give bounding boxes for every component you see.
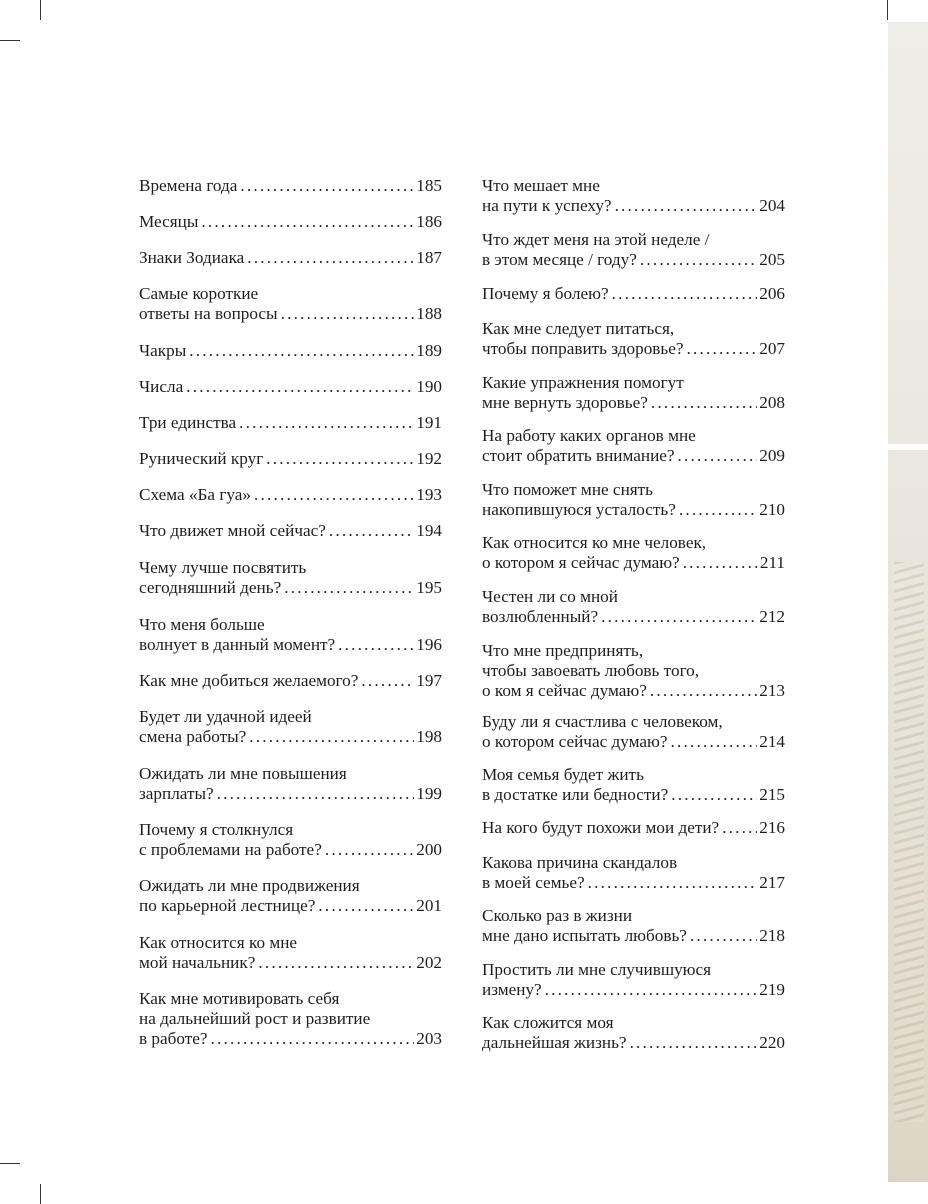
toc-entry[interactable] (139, 671, 442, 691)
toc-entry-title-line: зарплаты? (139, 784, 214, 803)
page-number: 201 (416, 896, 442, 915)
toc-entry-title-line: о ком я сейчас думаю? (482, 681, 647, 700)
toc-entry[interactable] (139, 764, 442, 804)
toc-entry-title-line: Что ждет меня на этой неделе / (482, 230, 710, 249)
toc-entry-title-line: Как относится ко мне человек, (482, 533, 707, 552)
toc-entry-title-line: Какова причина скандалов (482, 853, 678, 872)
toc-entry-title-line: в достатке или бедности? (482, 785, 669, 804)
toc-entry-title-line: Числа (139, 377, 184, 396)
page-gap (888, 444, 928, 450)
toc-entry[interactable] (139, 341, 442, 361)
page-number: 206 (759, 284, 785, 303)
toc-entry-title-line: Три единства (139, 413, 237, 432)
dot-leader (651, 393, 757, 413)
toc-entry-title-line: в этом месяце / году? (482, 250, 637, 269)
toc-entry-title-line: Знаки Зодиака (139, 248, 245, 267)
page-number: 217 (759, 873, 785, 892)
toc-entry-last-line (482, 446, 785, 466)
dot-leader (186, 377, 414, 397)
dot-leader (239, 413, 414, 433)
toc-entry-last-line (482, 250, 785, 270)
dot-leader (338, 635, 414, 655)
toc-entry[interactable] (482, 712, 785, 752)
page-number: 210 (759, 500, 785, 519)
toc-entry-last-line (139, 671, 442, 691)
page-number: 196 (416, 635, 442, 654)
toc-entry-last-line (139, 635, 442, 655)
dot-leader (361, 671, 414, 691)
toc-entry-last-line (139, 176, 442, 196)
toc-entry[interactable] (482, 1013, 785, 1053)
page-number: 197 (416, 671, 442, 690)
toc-entry-title-line: по карьерной лестнице? (139, 896, 316, 915)
toc-entry-title-line: Самые короткие (139, 284, 259, 303)
crop-mark (0, 1163, 20, 1164)
toc-entry-title-line: Будет ли удачной идеей (139, 707, 312, 726)
toc-entry[interactable] (482, 176, 785, 216)
page-number: 193 (416, 485, 442, 504)
crop-mark (40, 1184, 41, 1204)
toc-entry-last-line (139, 784, 442, 804)
toc-entry-title-line: Рунический круг (139, 449, 264, 468)
toc-entry-title-line: о котором сейчас думаю? (482, 732, 668, 751)
page-number: 199 (416, 784, 442, 803)
page-number: 208 (759, 393, 785, 412)
toc-entry-last-line (482, 785, 785, 805)
toc-entry[interactable] (139, 212, 442, 232)
toc-entry-title-line: в моей семье? (482, 873, 585, 892)
toc-entry-title-line: Как мне добиться желаемого? (139, 671, 359, 690)
page-number: 188 (416, 304, 442, 323)
dot-leader (601, 607, 757, 627)
toc-entry-title-line: Месяцы (139, 212, 199, 231)
toc-entry-title-line: Честен ли со мной (482, 587, 618, 606)
toc-entry-title-line: сегодняшний день? (139, 578, 282, 597)
toc-entry-last-line (139, 953, 442, 973)
toc-entry-title-line: дальнейшая жизнь? (482, 1033, 627, 1052)
toc-entry[interactable] (139, 820, 442, 860)
page-number: 191 (416, 413, 442, 432)
page-number: 211 (759, 553, 785, 572)
page-number: 194 (416, 521, 442, 540)
toc-entry-last-line (139, 449, 442, 469)
dot-leader (615, 196, 758, 216)
toc-entry-title-line: Что меня больше (139, 615, 265, 634)
dot-leader (683, 553, 758, 573)
toc-entry-title-line: Какие упражнения помогут (482, 373, 684, 392)
toc-entry-last-line (139, 341, 442, 361)
page-number: 205 (759, 250, 785, 269)
dot-leader (612, 284, 758, 304)
page-number: 190 (416, 377, 442, 396)
toc-entry-title-line: Ожидать ли мне повышения (139, 764, 347, 783)
page-number: 214 (759, 732, 785, 751)
toc-entry-title-line: Как относится ко мне (139, 933, 298, 952)
toc-entry-last-line (482, 980, 785, 1000)
next-page-edge-image (888, 22, 928, 1182)
page-number: 215 (759, 785, 785, 804)
page-number: 204 (759, 196, 785, 215)
toc-entry-last-line (139, 413, 442, 433)
toc-entry-last-line (139, 1029, 442, 1049)
toc-entry-title-line: Как сложится моя (482, 1013, 614, 1032)
dot-leader (545, 980, 758, 1000)
toc-entry[interactable] (482, 587, 785, 627)
dot-leader (722, 818, 757, 838)
toc-entry-title-line: чтобы завоевать любовь того, (482, 661, 700, 680)
page-number: 187 (416, 248, 442, 267)
toc-entry-title-line: о котором я сейчас думаю? (482, 553, 680, 572)
dot-leader (217, 784, 415, 804)
toc-entry-title-line: Что мешает мне (482, 176, 600, 195)
dot-leader (281, 304, 415, 324)
toc-entry-title-line: На работу каких органов мне (482, 426, 696, 445)
dot-leader (671, 785, 757, 805)
toc-entry-last-line (482, 393, 785, 413)
toc-entry[interactable] (482, 818, 785, 838)
dot-leader (266, 449, 414, 469)
dot-leader (249, 727, 414, 747)
toc-entry[interactable] (139, 707, 442, 747)
toc-entry[interactable] (139, 485, 442, 505)
toc-entry-title-line: ответы на вопросы (139, 304, 278, 323)
toc-entry-title-line: Как мне следует питаться, (482, 319, 675, 338)
toc-entry-last-line (482, 1033, 785, 1053)
toc-entry[interactable] (482, 284, 785, 304)
dot-leader (630, 1033, 758, 1053)
toc-entry-last-line (139, 578, 442, 598)
toc-entry[interactable] (139, 521, 442, 541)
toc-entry[interactable] (482, 230, 785, 270)
stone-texture (894, 562, 924, 1122)
page-number: 212 (759, 607, 785, 626)
dot-leader (329, 521, 414, 541)
toc-entry[interactable] (139, 615, 442, 655)
toc-entry[interactable] (482, 533, 785, 573)
toc-entry-title-line: Почему я столкнулся (139, 820, 294, 839)
toc-entry-last-line (482, 284, 785, 304)
toc-entry[interactable] (139, 377, 442, 397)
toc-entry[interactable] (139, 876, 442, 916)
toc-entry-title-line: Что поможет мне снять (482, 480, 654, 499)
dot-leader (670, 732, 757, 752)
toc-entry-title-line: на пути к успеху? (482, 196, 612, 215)
dot-leader (247, 248, 414, 268)
toc-entry-last-line (482, 553, 785, 573)
dot-leader (240, 176, 414, 196)
toc-entry-last-line (139, 212, 442, 232)
toc-entry-last-line (139, 304, 442, 324)
page-number: 216 (759, 818, 785, 837)
toc-entry[interactable] (139, 413, 442, 433)
toc-entry-title-line: с проблемами на работе? (139, 840, 322, 859)
toc-entry-title-line: Ожидать ли мне продвижения (139, 876, 360, 895)
toc-entry[interactable] (482, 960, 785, 1000)
toc-entry-last-line (139, 248, 442, 268)
toc-entry-title-line: Моя семья будет жить (482, 765, 644, 784)
toc-entry-title-line: измену? (482, 980, 542, 999)
toc-entry-title-line: стоит обратить внимание? (482, 446, 675, 465)
dot-leader (650, 681, 757, 701)
toc-entry-title-line: Сколько раз в жизни (482, 906, 633, 925)
toc-entry[interactable] (482, 426, 785, 466)
dot-leader (687, 339, 758, 359)
toc-entry[interactable] (139, 933, 442, 973)
toc-entry-last-line (482, 607, 785, 627)
toc-entry[interactable] (139, 989, 442, 1049)
dot-leader (679, 500, 757, 520)
toc-entry-last-line (139, 521, 442, 541)
toc-entry-title-line: чтобы поправить здоровье? (482, 339, 684, 358)
page-number: 192 (416, 449, 442, 468)
toc-entry[interactable] (482, 906, 785, 946)
toc-entry-last-line (482, 818, 785, 838)
toc-entry[interactable] (139, 558, 442, 598)
dot-leader (318, 896, 414, 916)
toc-entry-title-line: в работе? (139, 1029, 208, 1048)
toc-entry-last-line (139, 377, 442, 397)
toc-entry-title-line: мне вернуть здоровье? (482, 393, 648, 412)
toc-entry-last-line (139, 896, 442, 916)
toc-entry-title-line: Простить ли мне случившуюся (482, 960, 712, 979)
toc-entry-last-line (139, 727, 442, 747)
page-number: 200 (416, 840, 442, 859)
toc-entry-title-line: Что мне предпринять, (482, 641, 644, 660)
toc-entry-title-line: мне дано испытать любовь? (482, 926, 687, 945)
toc-entry-last-line (482, 196, 785, 216)
toc-entry[interactable] (139, 248, 442, 268)
dot-leader (690, 926, 757, 946)
toc-entry-last-line (482, 681, 785, 701)
toc-entry-title-line: мой начальник? (139, 953, 256, 972)
page-number: 220 (759, 1033, 785, 1052)
dot-leader (211, 1029, 415, 1049)
toc-entry-title-line: Чему лучше посвятить (139, 558, 307, 577)
page-number: 203 (416, 1029, 442, 1048)
page-number: 195 (416, 578, 442, 597)
dot-leader (588, 873, 758, 893)
page-number: 198 (416, 727, 442, 746)
toc-entry-title-line: Буду ли я счастлива с человеком, (482, 712, 723, 731)
dot-leader (284, 578, 414, 598)
toc-entry-title-line: Схема «Ба гуа» (139, 485, 251, 504)
toc-entry[interactable] (482, 853, 785, 893)
page-number: 207 (759, 339, 785, 358)
toc-entry-title-line: Почему я болею? (482, 284, 609, 303)
toc-entry-title-line: смена работы? (139, 727, 247, 746)
page-number: 218 (759, 926, 785, 945)
page-number: 202 (416, 953, 442, 972)
toc-entry-title-line: на дальнейший рост и развитие (139, 1009, 371, 1028)
toc-entry[interactable] (482, 480, 785, 520)
dot-leader (325, 840, 414, 860)
page-number: 213 (759, 681, 785, 700)
page-number: 209 (759, 446, 785, 465)
toc-entry-title-line: возлюбленный? (482, 607, 599, 626)
toc-entry-last-line (482, 732, 785, 752)
dot-leader (640, 250, 757, 270)
toc-entry-last-line (482, 339, 785, 359)
page-number: 219 (759, 980, 785, 999)
toc-entry-title-line: Как мне мотивировать себя (139, 989, 340, 1008)
page-number: 189 (416, 341, 442, 360)
toc-entry-title-line: На кого будут похожи мои дети? (482, 818, 720, 837)
crop-mark (0, 40, 20, 41)
toc-entry-last-line (482, 500, 785, 520)
toc-entry-last-line (139, 485, 442, 505)
toc-entry-title-line: Времена года (139, 176, 238, 195)
toc-entry-title-line: накопившуюся усталость? (482, 500, 676, 519)
toc-entry[interactable] (482, 765, 785, 805)
toc-entry-last-line (482, 926, 785, 946)
toc-entry[interactable] (482, 319, 785, 359)
dot-leader (258, 953, 414, 973)
toc-entry[interactable] (139, 176, 442, 196)
toc-entry-last-line (482, 873, 785, 893)
toc-entry-title-line: Что движет мной сейчас? (139, 521, 326, 540)
crop-mark (887, 0, 888, 20)
dot-leader (254, 485, 414, 505)
dot-leader (189, 341, 414, 361)
toc-entry-title-line: волнует в данный момент? (139, 635, 336, 654)
dot-leader (201, 212, 414, 232)
toc-entry[interactable] (482, 373, 785, 413)
toc-entry[interactable] (139, 284, 442, 324)
toc-entry-last-line (139, 840, 442, 860)
toc-entry[interactable] (482, 641, 785, 701)
crop-mark (40, 0, 41, 20)
page-number: 185 (416, 176, 442, 195)
toc-entry-title-line: Чакры (139, 341, 187, 360)
toc-entry[interactable] (139, 449, 442, 469)
page-number: 186 (416, 212, 442, 231)
dot-leader (678, 446, 758, 466)
